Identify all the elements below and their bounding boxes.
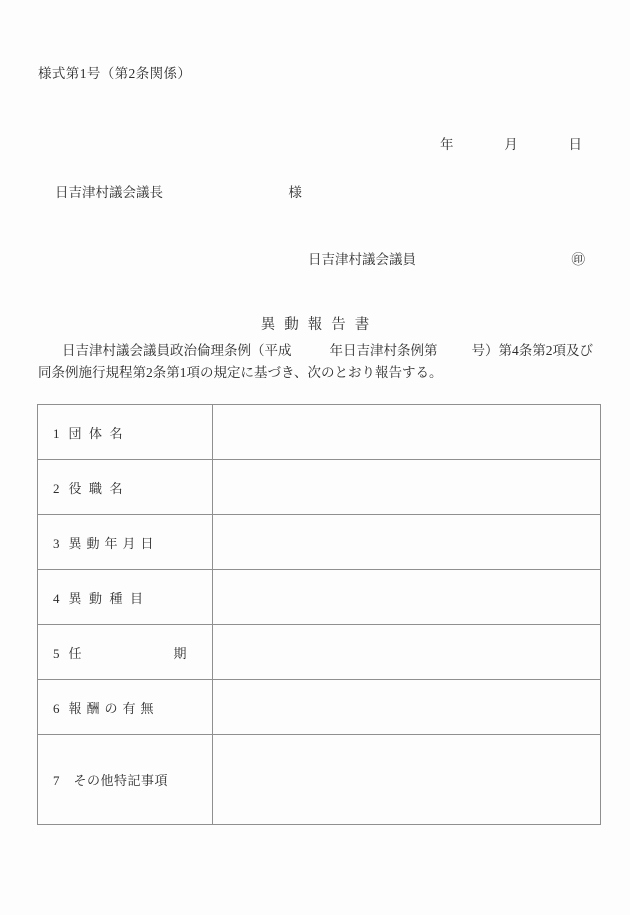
row-label-text: その他特記事項 bbox=[73, 773, 169, 788]
row-label-dantaimei bbox=[38, 405, 213, 460]
row-label-houshu-umu bbox=[38, 680, 213, 735]
addressee-name: 日吉津村議会議長 bbox=[55, 185, 163, 200]
row-label-text-right: 期 bbox=[173, 645, 187, 661]
row-number: 3 bbox=[53, 535, 60, 551]
row-label-ninki bbox=[38, 625, 213, 680]
row-value-dantaimei[interactable] bbox=[213, 405, 601, 460]
row-number: 2 bbox=[53, 480, 60, 496]
row-label-text: 団体名 bbox=[68, 425, 131, 441]
row-label-sonota-tokki bbox=[38, 735, 213, 825]
row-value-yakushokumei[interactable] bbox=[213, 460, 601, 515]
addressee-honorific: 様 bbox=[288, 185, 302, 200]
row-value-sonota-tokki[interactable] bbox=[213, 735, 601, 825]
row-number: 4 bbox=[53, 590, 60, 606]
row-value-houshu-umu[interactable] bbox=[213, 680, 601, 735]
table-row bbox=[38, 405, 601, 460]
body-line-1-part-2: 年日吉津村条例第 bbox=[329, 343, 438, 358]
table-row bbox=[38, 515, 601, 570]
row-label-text: 異動年月日 bbox=[68, 535, 159, 551]
table-row bbox=[38, 460, 601, 515]
seal-stamp-icon: ㊞ bbox=[571, 252, 585, 267]
row-label-text-left: 任 bbox=[68, 645, 82, 661]
row-label-text: 報酬の有無 bbox=[68, 700, 159, 716]
table-row bbox=[38, 570, 601, 625]
row-number: 6 bbox=[53, 700, 60, 716]
date-line bbox=[440, 133, 582, 153]
signer-title: 日吉津村議会議員 bbox=[308, 252, 416, 267]
date-month-label: 月 bbox=[504, 137, 518, 152]
body-line-1-part-3: 号）第4条第2項及び bbox=[471, 343, 593, 358]
date-day-label: 日 bbox=[568, 137, 582, 152]
table-row bbox=[38, 735, 601, 825]
document-title: 異動報告書 bbox=[260, 317, 379, 333]
document-body-text bbox=[38, 340, 594, 384]
row-label-idou-shumoku bbox=[38, 570, 213, 625]
row-label-text bbox=[69, 643, 187, 662]
signer-line bbox=[308, 248, 585, 268]
row-number: 5 bbox=[53, 645, 60, 661]
table-row bbox=[38, 680, 601, 735]
row-value-ninki[interactable] bbox=[213, 625, 601, 680]
table-row bbox=[38, 625, 601, 680]
row-label-yakushokumei bbox=[38, 460, 213, 515]
body-line-1 bbox=[38, 340, 594, 362]
row-label-text: 役職名 bbox=[68, 480, 131, 496]
form-code-label: 様式第1号（第2条関係） bbox=[38, 66, 192, 81]
body-line-1-part-1: 日吉津村議会議員政治倫理条例（平成 bbox=[62, 343, 292, 358]
addressee-line bbox=[55, 181, 302, 201]
row-label-idou-nengappi bbox=[38, 515, 213, 570]
row-number: 7 bbox=[53, 773, 60, 788]
row-value-idou-shumoku[interactable] bbox=[213, 570, 601, 625]
date-year-label: 年 bbox=[440, 137, 454, 152]
report-form-table bbox=[37, 404, 601, 825]
row-label-text: 異動種目 bbox=[68, 590, 151, 606]
row-value-idou-nengappi[interactable] bbox=[213, 515, 601, 570]
row-number: 1 bbox=[53, 425, 60, 441]
body-line-2: 同条例施行規程第2条第1項の規定に基づき、次のとおり報告する。 bbox=[38, 365, 443, 380]
